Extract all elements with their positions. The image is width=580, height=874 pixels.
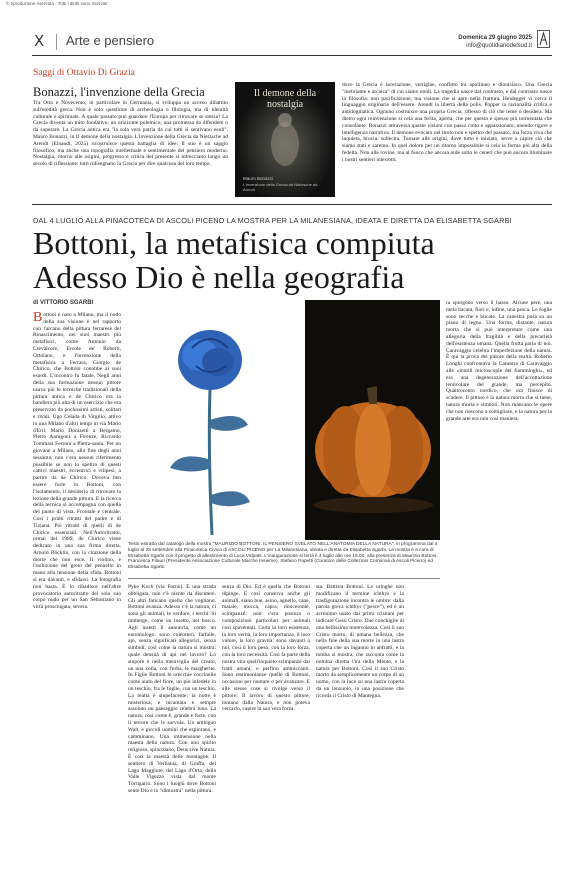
pumpkin-painting — [305, 300, 440, 540]
image-caption: Testo estratto dal catalogo della mostra "MAURIZIO BOTTONI. IL PENSIERO SVELATO NELL'ANATOMIA DELLA NATURA", in programma dal 4 luglio al 28 settembre alla Pinacoteca Civica di ASCOLI PICENO per La Milanesiana, ideata e diretta da Elisabetta Sgarbi. La mostra è a cura di Elisabetta Sgarbi con il progetto di allestimento di Luca Volpatti. L'inaugurazione si terrà il 4 luglio alle ore 18.00, alla presenza di Maurizio Bottoni, Francesca Filauri (Presidente Associazione Culturale Marche Insieme), Stefano Papetti (Curatore delle Collezioni Comunali di Ascoli Piceno) ed Elisabetta Sgarbi. — [128, 542, 438, 571]
book-author: Mauro Bonazzi — [243, 176, 274, 181]
feature-column-left — [33, 312, 121, 867]
feature-title-line-2: Adesso Dio è nella geografia — [33, 259, 405, 295]
newspaper-logo-icon — [537, 30, 550, 48]
masthead-divider — [56, 34, 57, 50]
feature-title-line-1: Bottoni, la metafisica compiuta — [33, 225, 435, 261]
book-cover-image — [235, 82, 335, 197]
review-column-2: dove la Grecia è lacerazione, vertigine, conflitto tra apollineo e dionisiaco. Una Grecia "inebriante e arcaica" di cui siamo eredi. La tragedia nasce dal contrasto, e dal contrasto nasce la filosofia: non pacificazione, ma visione che si apre nella frattura. Heidegger vi cerca il linguaggio originario dell'essere. Arendt la libertà della polis. Popper la razionalità critica e antidogmatica. Ognuno costruisce una propria Grecia, riflesso di ciò che teme o desidera. Ma dietro ogni reinvenzione si cela una ferita, aperta, che per questo è spesso più tormentata che consolante. Bonazzi attraversa queste visioni con passo colto e appassionato, unendo rigore e intelligenza narrativa. Il demone evocato nel titolo non è spettro del passato, ma forza viva che inquieta, brucia, sollecita. Tornare alle origini, dove tutto è iniziato, serve a capire ciò che siamo stati e saremo. In quel dolore per un ritorno impossibile si cela la forma più alta della fedeltà. Non alle rovine, ma al fuoco che ancora arde sotto le ceneri che può ancora illuminare i nostri sentieri interrotti. — [342, 82, 552, 163]
feature-byline: di VITTORIO SGARBI — [33, 300, 94, 306]
feature-deck: DAL 4 LUGLIO ALLA PINACOTECA DI ASCOLI PICENO LA MOSTRA PER LA MILANESIANA, IDEATA E DIRETTA DA ELISABETTA SGARBI — [33, 216, 512, 225]
masthead-date-block — [458, 34, 532, 50]
book-title: Il demone della nostalgia — [253, 88, 317, 110]
review-column-1: Tra Otto e Novecento, in particolare in Germania, si sviluppa un acceso dibattito sull'eredità greca. Non è solo questione di archeologia o filologia, ma di identità culturale e spirituale. A quale passato può guardare l'Europa per ritrovare se stessa? La Grecia diventa un mito fondativo, un orizzonte polemico, una promessa da difendere o da superare. La Grecia antica era "la sola vera patria da cui tutti si sentivano esuli". Mauro Bonazzi, in Il demone della nostalgia. L'invenzione della Grecia da Nietzsche ad Arendt (Einaudi, 2025) ricostruisce questa battaglia di idee. Il suo è un saggio filosofico, ma anche una topografia intellettuale e sentimentale del pensiero moderno. Nostalgia, ritorno alle origini, progresso e critica del presente si intrecciano lungo un secolo di riflessione: tutti ridisegnano la Grecia per dire qualcosa del loro tempo. — [33, 100, 228, 168]
caption-rule — [128, 578, 440, 579]
masthead-rule — [32, 55, 552, 56]
section-title: Arte e pensiero — [66, 33, 155, 48]
review-kicker: Saggi di Ottavio Di Grazia — [33, 68, 135, 78]
blue-rose-painting — [130, 300, 290, 540]
masthead — [0, 28, 580, 56]
issue-date: Domenica 29 giugno 2025 — [458, 35, 532, 41]
section-rule — [32, 204, 552, 205]
contact-email: info@quotidianodelsud.it — [466, 43, 532, 49]
feature-column-mid-1: Pyke Koch (via Fornò). È una strada obbligata, non c'è niente da discutere. Gli altri faticano quello che vogliono. Bottoni avanza. Adesso c'è la natura, ci sono gli animali, le verdure, i teschi. Si immerge, come un insetto, nel bosco. Agli insetti li annuncia, come un entomologo: sono coleotteri, farfalle, api, senza significati allegorici, senza simboli, così come la natura si mostra: quale densità di api nel lavoro? Lo stupore è nella meraviglia del creato, un una zolla, con l'erba, le margherite. In Figlie Bottoni le orecchie coccinelle come aiuto del fiore, un più infedele in un teschio, fra le foglie, con un teschio. La realtà è stupefacente; la notte è misteriosa, e incantata e sempre assoluto un paesaggio celebrà luna. La natura, così come è, grande e forte, con il terrore che le sorvola. Un ambiguo Walt, e piccoli uomini che esplorano, e camminano. Una immensione nella maestà della natura. Con uno spirito religioso, spinoziano, Deus sive Natura. È così la maestà delle montagne. Il sentiero di Verbania, di Gruffa, del Lago Maggiore, del Lago d'Orta, della Valle Vigezzo vista dal monte Torrigario. Sono i luoghi dove Bottoni sente Dio e lo "dimostra" nella pittura. — [128, 584, 216, 794]
feature-column-mid-2: senza di Dio. Ed è quella che Bottoni dipinge. E così conserva anche gli animali, siano bue, asino, agnello, cane, maiale, mucca, capra, rinoceronte, scimpanzé: non c'era postura o composizioni particolari per animali così spaventati. Certa la loro esistenza, la loro verità, la loro importanza, il loro valore, la loro gravità: sono davanti a noi, così il loro peso, con la loro forza, con la loro necessità. Così fa parte della nostra vita quell'inquieto scimpanzé dai tratti umani, e perfino ammiccanti. Sono testimonianze quelle di Bottoni, occasioni per nuotare o per avanzare. E alle stesse cose si rivolge verso il pittore: Il lavoro di questo pittore, lontano dalla Natura, e non poteva cercarlo, capire la sua vera forza. — [222, 584, 310, 713]
feature-column-right-2: ra sporgono verso il basso. Alcune pere, una mela bacata, fiori e, infine, una pesca. Le foglie sono secche e bucate. La canestra posa su un piano di legno. Una forma, distante, natura morta che si può interpretare come una allegoria della fragilità e della precarietà dell'esistenza umana. Quella frutta parla di noi. Caravaggio celebra l'imperfezione della natura. È qui la prova del pittore della realtà. Roberto Longhi confrontava la Canestra di Caravaggio alle «inutili microscopie dei fiamminghi», ed era una degenerazione dell'accettazione lenticolare del grande, ma percepito. Quattrocento nordico, che ora finisce di scadere. Il pittore è la natura morta che si tiene, natura morta e simboli. Non mancano le opere che non riescono a somigliare, e la natura per la grande arte era non così maniera. — [446, 300, 552, 422]
feature-column-left-text: ottoni è nato a Milano, ma il nodo della sua visione è nel rapporto con l'arcano della pittura ferrarese del Rinascimento, nei suoi maestri più metafisici, come Antonio da Crevalcore, Ercole de' Roberti, Ortolano, e l'invenzione della metafisica a Ferrara, Giorgio de Chirico, che Bottoni conobbe ai suoi esordi. L'incontro fu fatale. Negli anni della sua formazione nessun pittore usava più le tecniche tradizionali della pittura antica e de Chirico era la bandiera più alta di un esercizio che era preservato da pochissimi artisti, solitari e rivali. Ugo Celada di Virgilio, attivo in una Milano d'altri tempi in via Mario d'Eril, Mario Donizetti a Bergamo, Pietro Annigoni a Firenze, Riccardo Tommasi Ferroni a Pietra-santa. Per un giovane a Milano, alla fine degli anni sessanta, non c'era nessun riferimento possibile se non lo spettro di questi cattivi maestri, eccentrici e vilipesi, a partire da de Chirico. Doveva ben essere forte in Bottoni, con l'isolamento, il desiderio di ritrovare la lezione della grande pittura. E la ricerca della tecnica si accompagna con quella del punto di vista. Frontale e centrale. Così i primi ritratti del padre e di Tiziana. Poi ritratti di quelli di de Chirico essenziali. Nell'Autoritratto, ormai del 1989, de Chirico viene dedicato in una sua firma diretta. Arnold Böcklin, con la citazione della morte che non esce. Il violino, e l'esibizione del greto del pennello in mano alla tensione della sfida. Bottoni si era davanti, e sfidarsi. La fotografia non basta. È lo ribadisce nell'altre provocatorio autoritratto del solo suo corpo nudo per un San Sebastiano in virtù prosciugata, severa. — [33, 312, 121, 611]
feature-column-right-1: sta. Battista Bottoni. Le uringhe non modificano il termine ichthys e la trasfigurazione incontra le ombre: dalla parola greca ichthys ("pesce"), ed è un acronimo usato dai primi cristiani per indicare Gesù Cristo. Due conchiglie di una bellissima mutevolezza. Così il suo Cristo morto, di umana bellezza, che nella fine della sua morte in una lastra coperta che un inganno in anfratti, e la tomba si mostra, che racconta come la nomina diretta l'ira della Mente, e la natura per Bottoni. Così il suo Cristo morto da semplicemente un corpo di un uomo, con la luce su una lastra coperta da un lenzuolo, in una posizione che ricorda il Cristo di Mantegna. — [316, 584, 404, 699]
section-x-mark: X — [34, 32, 45, 50]
review-headline: Bonazzi, l'invenzione della Grecia — [33, 85, 205, 99]
drop-cap: B — [33, 312, 43, 325]
book-subtitle: L'invenzione della Grecia da Nietzsche ad Arendt — [243, 182, 318, 192]
copyright-note: © riproduzione riservata · Tutti i diritti sono riservati — [6, 1, 108, 6]
